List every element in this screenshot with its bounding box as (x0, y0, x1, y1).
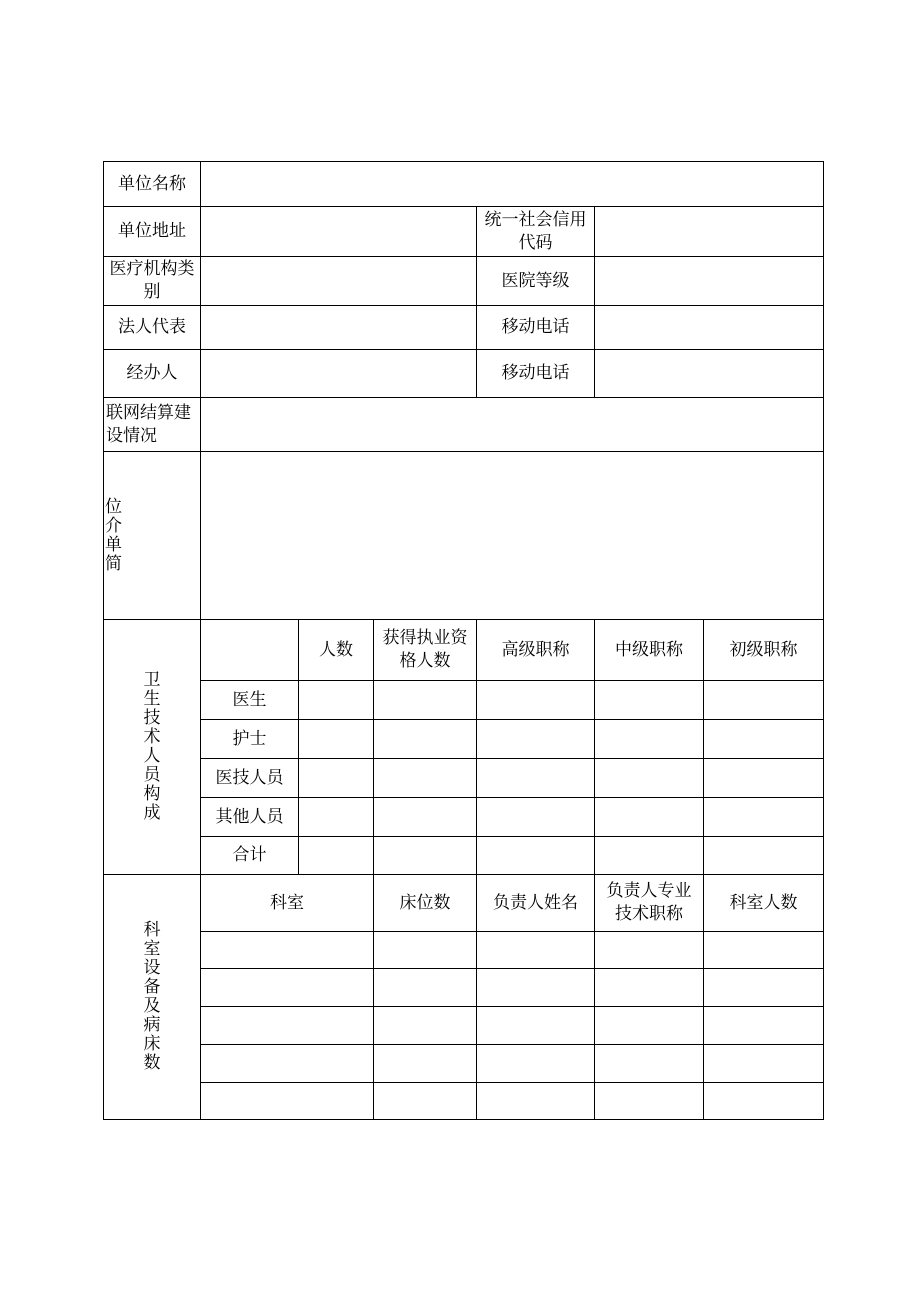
dept-cell[interactable] (595, 969, 704, 1007)
handler-label: 经办人 (104, 350, 201, 398)
dept-header-name: 科室 (201, 875, 374, 932)
staff-row-label: 其他人员 (201, 798, 299, 837)
dept-header-staff-count: 科室人数 (704, 875, 824, 932)
staff-row-label: 医生 (201, 681, 299, 720)
staff-cell[interactable] (595, 798, 704, 837)
registration-form-table (103, 161, 824, 1120)
staff-cell[interactable] (595, 759, 704, 798)
dept-cell[interactable] (201, 1083, 374, 1120)
staff-corner-cell (201, 620, 299, 681)
network-settlement-label: 联网结算建设情况 (104, 398, 201, 452)
staff-cell[interactable] (477, 759, 595, 798)
legal-rep-label: 法人代表 (104, 306, 201, 350)
staff-cell[interactable] (704, 759, 824, 798)
staff-header-junior: 初级职称 (704, 620, 824, 681)
staff-cell[interactable] (704, 720, 824, 759)
dept-cell[interactable] (595, 1045, 704, 1083)
dept-cell[interactable] (374, 932, 477, 969)
staff-row-label: 合计 (201, 837, 299, 875)
staff-header-licensed: 获得执业资格人数 (374, 620, 477, 681)
hospital-level-field[interactable] (595, 257, 824, 306)
legal-rep-mobile-label: 移动电话 (477, 306, 595, 350)
unit-intro-field[interactable] (201, 452, 824, 620)
dept-cell[interactable] (477, 969, 595, 1007)
staff-cell[interactable] (477, 681, 595, 720)
staff-cell[interactable] (704, 837, 824, 875)
staff-header-count: 人数 (299, 620, 374, 681)
dept-cell[interactable] (477, 1045, 595, 1083)
dept-cell[interactable] (704, 1083, 824, 1120)
dept-cell[interactable] (595, 1083, 704, 1120)
staff-cell[interactable] (299, 798, 374, 837)
dept-cell[interactable] (595, 932, 704, 969)
staff-row-label: 护士 (201, 720, 299, 759)
staff-cell[interactable] (374, 681, 477, 720)
staff-cell[interactable] (299, 837, 374, 875)
network-settlement-field[interactable] (201, 398, 824, 452)
dept-cell[interactable] (374, 1045, 477, 1083)
dept-cell[interactable] (374, 1083, 477, 1120)
dept-cell[interactable] (704, 932, 824, 969)
staff-cell[interactable] (595, 681, 704, 720)
dept-section-label: 科室设备及病床数 (104, 875, 201, 1120)
staff-cell[interactable] (704, 681, 824, 720)
hospital-level-label: 医院等级 (477, 257, 595, 306)
dept-cell[interactable] (374, 1007, 477, 1045)
credit-code-field[interactable] (595, 207, 824, 257)
staff-cell[interactable] (704, 798, 824, 837)
staff-cell[interactable] (299, 720, 374, 759)
staff-section-label: 卫生技术人员构成 (104, 620, 201, 875)
dept-cell[interactable] (201, 1045, 374, 1083)
dept-header-head-title: 负责人专业技术职称 (595, 875, 704, 932)
dept-cell[interactable] (477, 932, 595, 969)
staff-cell[interactable] (374, 798, 477, 837)
unit-address-label: 单位地址 (104, 207, 201, 257)
staff-row-label: 医技人员 (201, 759, 299, 798)
dept-cell[interactable] (595, 1007, 704, 1045)
institution-type-field[interactable] (201, 257, 477, 306)
staff-cell[interactable] (477, 720, 595, 759)
staff-cell[interactable] (299, 681, 374, 720)
staff-cell[interactable] (595, 837, 704, 875)
dept-cell[interactable] (201, 932, 374, 969)
staff-cell[interactable] (299, 759, 374, 798)
staff-cell[interactable] (374, 759, 477, 798)
unit-name-field[interactable] (201, 162, 824, 207)
dept-cell[interactable] (704, 1045, 824, 1083)
unit-address-field[interactable] (201, 207, 477, 257)
institution-type-label: 医疗机构类别 (104, 257, 201, 306)
handler-mobile-label: 移动电话 (477, 350, 595, 398)
unit-name-label: 单位名称 (104, 162, 201, 207)
unit-intro-label: 位介单简 (104, 452, 201, 620)
dept-cell[interactable] (477, 1007, 595, 1045)
dept-cell[interactable] (201, 969, 374, 1007)
handler-field[interactable] (201, 350, 477, 398)
dept-cell[interactable] (704, 1007, 824, 1045)
legal-rep-mobile-field[interactable] (595, 306, 824, 350)
staff-header-intermediate: 中级职称 (595, 620, 704, 681)
staff-cell[interactable] (595, 720, 704, 759)
staff-cell[interactable] (374, 720, 477, 759)
legal-rep-field[interactable] (201, 306, 477, 350)
dept-header-head-name: 负责人姓名 (477, 875, 595, 932)
handler-mobile-field[interactable] (595, 350, 824, 398)
staff-cell[interactable] (477, 837, 595, 875)
dept-header-beds: 床位数 (374, 875, 477, 932)
dept-cell[interactable] (374, 969, 477, 1007)
staff-header-senior: 高级职称 (477, 620, 595, 681)
dept-cell[interactable] (704, 969, 824, 1007)
dept-cell[interactable] (477, 1083, 595, 1120)
dept-cell[interactable] (201, 1007, 374, 1045)
credit-code-label: 统一社会信用代码 (477, 207, 595, 257)
staff-cell[interactable] (374, 837, 477, 875)
staff-cell[interactable] (477, 798, 595, 837)
